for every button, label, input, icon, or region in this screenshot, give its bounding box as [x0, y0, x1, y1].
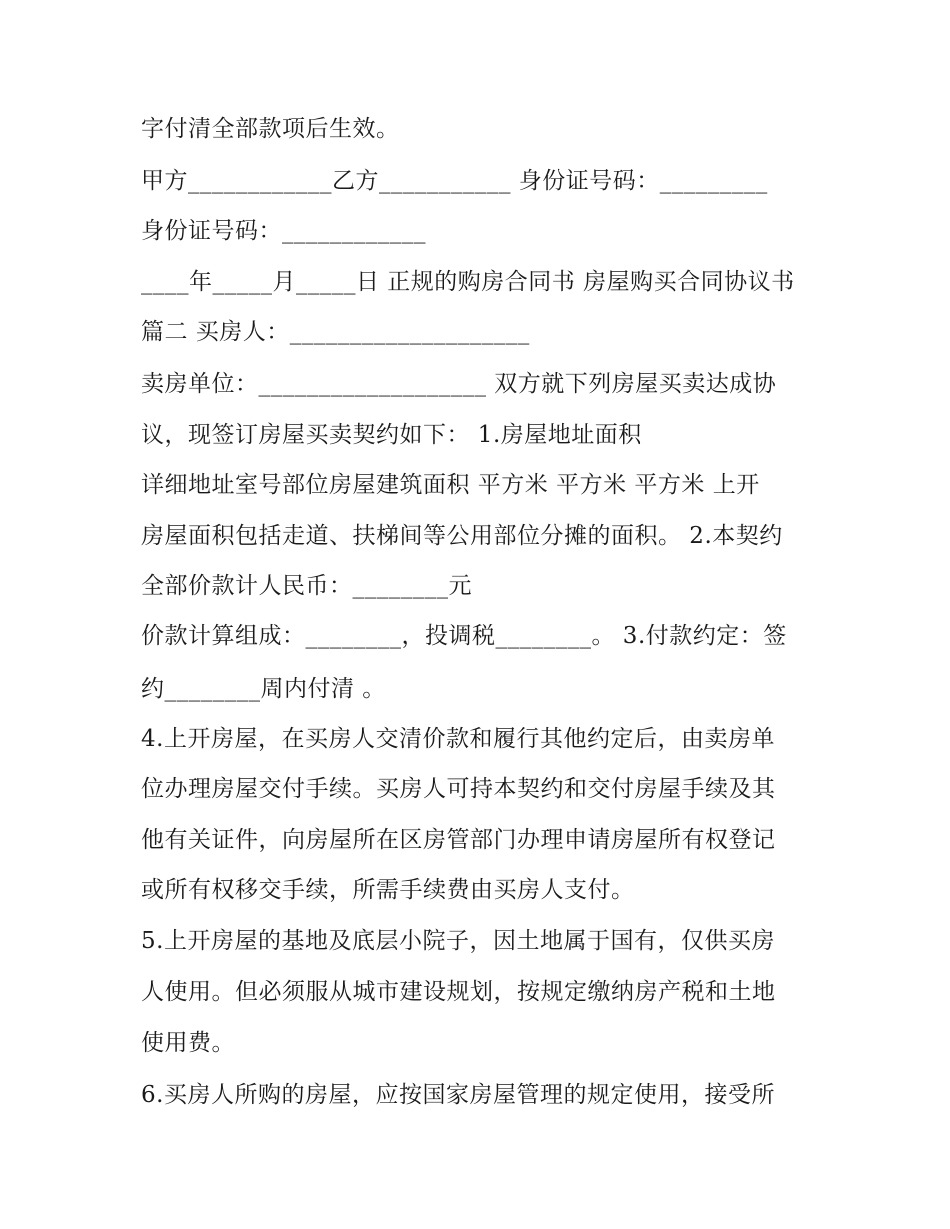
- text-line: 房屋面积包括走道、扶梯间等公用部位分摊的面积。 2.本契约: [141, 523, 783, 549]
- text-line: 字付清全部款项后生效。: [141, 116, 400, 142]
- text-line: 身份证号码：____________: [141, 218, 426, 244]
- text-line: 位办理房屋交付手续。买房人可持本契约和交付房屋手续及其: [141, 776, 776, 802]
- text-line: 4.上开房屋，在买房人交清价款和履行其他约定后，由卖房单: [141, 726, 775, 752]
- text-line: 全部价款计人民币：________元: [141, 573, 472, 599]
- text-line: 他有关证件，向房屋所在区房管部门办理申请房屋所有权登记: [141, 827, 776, 853]
- text-line: 议，现签订房屋买卖契约如下： 1.房屋地址面积: [141, 422, 642, 448]
- text-line: 6.买房人所购的房屋，应按国家房屋管理的规定使用，接受所: [141, 1082, 775, 1108]
- text-line: 价款计算组成：________，投调税________。 3.付款约定：签: [141, 623, 787, 649]
- text-line: 或所有权移交手续，所需手续费由买房人支付。: [141, 877, 635, 903]
- text-line: 使用费。: [141, 1030, 235, 1056]
- text-line: 甲方____________乙方___________ 身份证号码：_________: [141, 168, 768, 194]
- text-line: 卖房单位：___________________ 双方就下列房屋买卖达成协: [141, 371, 777, 397]
- text-line: ____年_____月_____日 正规的购房合同书 房屋购买合同协议书: [141, 269, 795, 295]
- text-line: 约________周内付清 。: [141, 676, 386, 702]
- text-line: 详细地址室号部位房屋建筑面积 平方米 平方米 平方米 上开: [141, 472, 760, 498]
- text-line: 人使用。但必须服从城市建设规划，按规定缴纳房产税和土地: [141, 979, 776, 1005]
- text-line: 5.上开房屋的基地及底层小院子，因土地属于国有，仅供买房: [141, 928, 775, 954]
- text-line: 篇二 买房人：____________________: [141, 319, 530, 345]
